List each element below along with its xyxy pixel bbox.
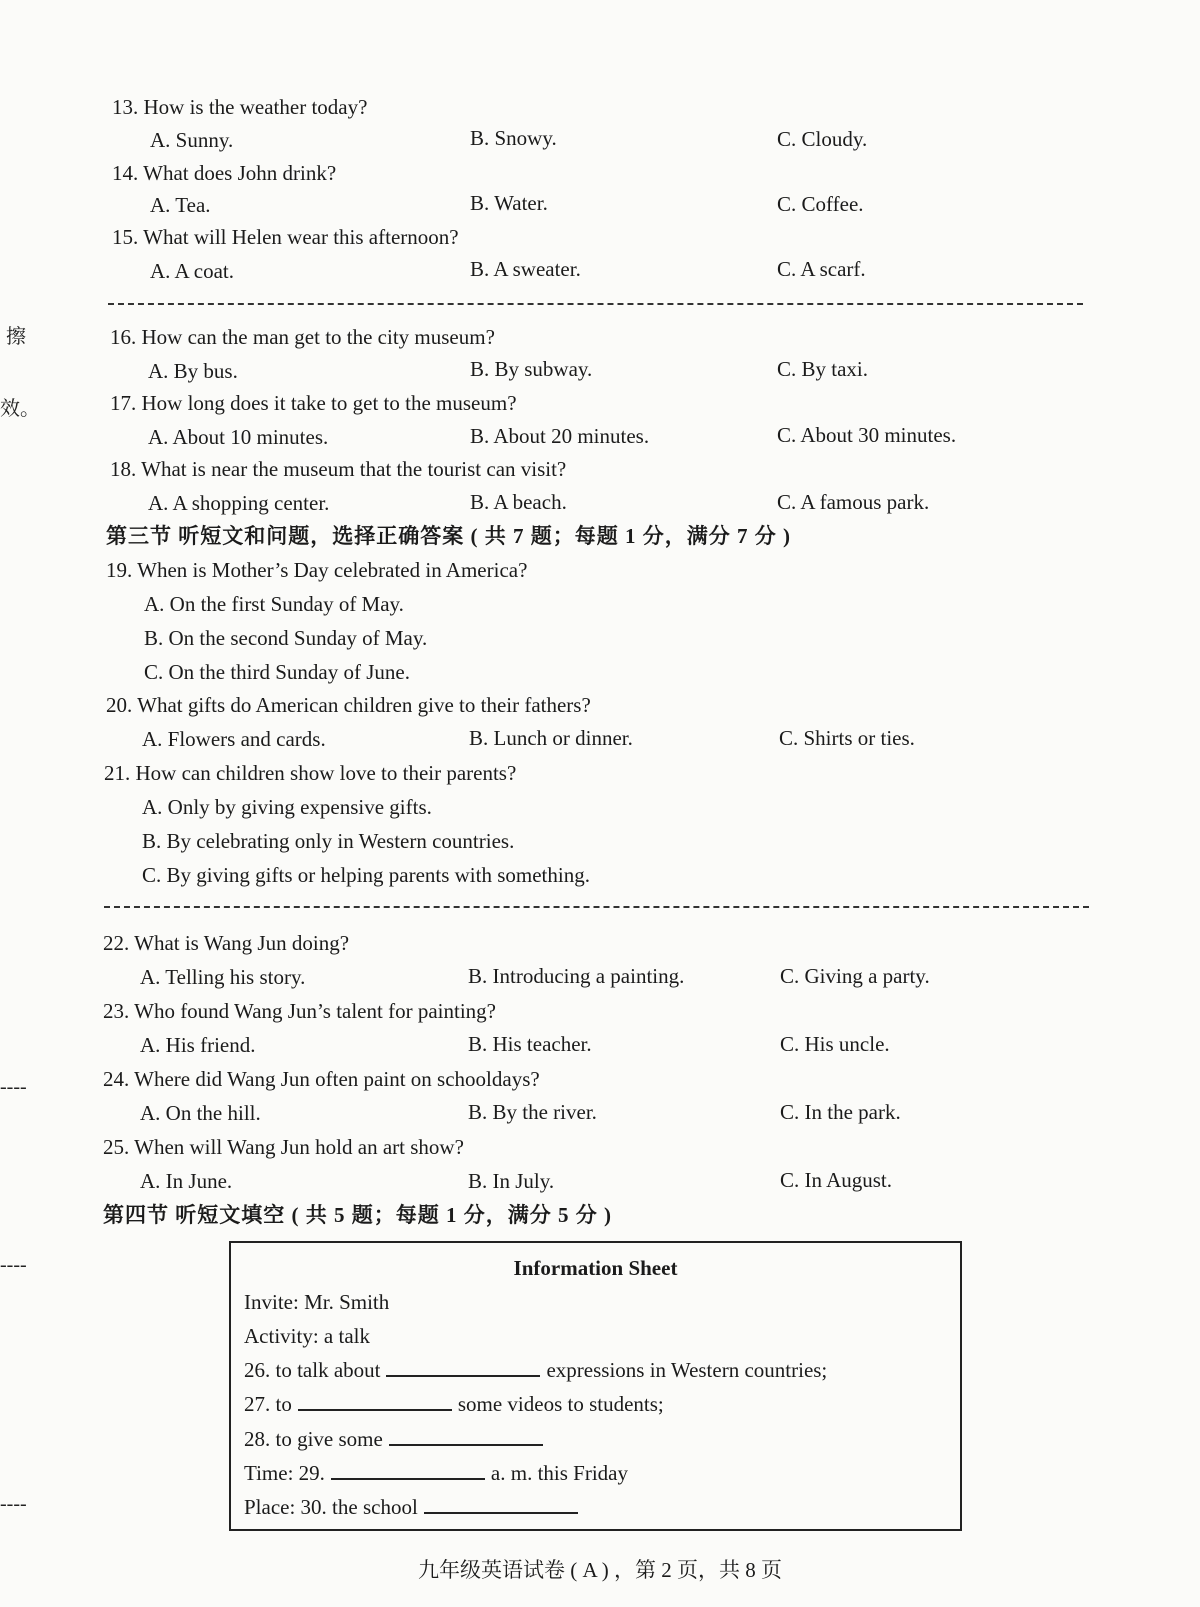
option-a: A. A coat. (150, 259, 234, 283)
question-19: 19. When is Mother’s Day celebrated in America? (106, 558, 528, 582)
page-footer: 九年级英语试卷 ( A ) ，第 2 页，共 8 页 (418, 1558, 782, 1582)
option-c: C. By taxi. (777, 357, 869, 381)
sheet-title: Information Sheet (513, 1256, 678, 1280)
dashed-divider (104, 906, 1089, 908)
option-b: B. By the river. (468, 1100, 597, 1124)
option-b: B. A beach. (470, 490, 567, 514)
option-b: B. By subway. (470, 357, 593, 381)
sheet-text: Time: 29. (244, 1461, 325, 1485)
option-b: B. Introducing a painting. (468, 964, 685, 988)
sheet-text: 26. to talk about (244, 1358, 381, 1382)
sheet-line-29 (244, 1458, 628, 1488)
option-a: A. Sunny. (150, 128, 234, 152)
sheet-text: 27. to (244, 1392, 292, 1416)
option-c: C. In the park. (780, 1100, 901, 1124)
answer-blank-28[interactable] (389, 1424, 543, 1446)
option-c: C. Coffee. (777, 192, 864, 216)
section-4-title: 第四节 听短文填空 ( 共 5 题；每题 1 分，满分 5 分 ) (103, 1203, 612, 1227)
option-a: A. On the first Sunday of May. (144, 592, 404, 616)
answer-blank-26[interactable] (386, 1355, 540, 1377)
margin-mark: 擦 (6, 326, 26, 348)
option-c: C. Shirts or ties. (779, 726, 915, 750)
information-sheet (229, 1241, 962, 1531)
section-3-title: 第三节 听短文和问题，选择正确答案 ( 共 7 题；每题 1 分，满分 7 分 ) (106, 524, 791, 548)
question-13: 13. How is the weather today? (112, 95, 368, 119)
question-24: 24. Where did Wang Jun often paint on schooldays? (103, 1067, 540, 1091)
answer-blank-27[interactable] (298, 1389, 452, 1411)
option-a: A. About 10 minutes. (148, 425, 329, 449)
question-20: 20. What gifts do American children give to their fathers? (106, 693, 591, 717)
option-b: B. On the second Sunday of May. (144, 626, 428, 650)
question-25: 25. When will Wang Jun hold an art show? (103, 1135, 464, 1159)
sheet-text: a. m. this Friday (490, 1461, 628, 1485)
question-16: 16. How can the man get to the city museum? (110, 325, 495, 349)
answer-blank-29[interactable] (331, 1458, 485, 1480)
option-a: A. Only by giving expensive gifts. (142, 795, 432, 819)
sheet-text: some videos to students; (457, 1392, 664, 1416)
option-b: B. About 20 minutes. (470, 424, 650, 448)
question-18: 18. What is near the museum that the tourist can visit? (110, 457, 567, 481)
sheet-line-30 (244, 1492, 584, 1522)
question-21: 21. How can children show love to their parents? (104, 761, 517, 785)
option-c: C. Giving a party. (780, 964, 930, 988)
sheet-text: Place: 30. the school (244, 1495, 418, 1519)
option-a: A. Telling his story. (140, 965, 306, 989)
option-a: A. His friend. (140, 1033, 256, 1057)
sheet-line-28 (244, 1424, 549, 1454)
sheet-invite: Invite: Mr. Smith (244, 1290, 390, 1314)
question-22: 22. What is Wang Jun doing? (103, 931, 350, 955)
option-c: C. On the third Sunday of June. (144, 660, 410, 684)
option-c: C. About 30 minutes. (777, 423, 957, 447)
option-b: B. Snowy. (470, 126, 557, 150)
option-b: B. By celebrating only in Western countries. (142, 829, 515, 853)
option-b: B. In July. (468, 1169, 555, 1193)
option-b: B. Water. (470, 191, 548, 215)
option-a: A. Tea. (150, 193, 211, 217)
sheet-text: 28. to give some (244, 1427, 383, 1451)
dashed-divider (108, 303, 1083, 305)
sheet-line-26 (244, 1355, 827, 1385)
margin-mark: ---- (0, 1493, 27, 1515)
option-c: C. Cloudy. (777, 127, 868, 151)
margin-mark: 效。 (0, 398, 40, 420)
option-a: A. A shopping center. (148, 491, 330, 515)
option-b: B. A sweater. (470, 257, 581, 281)
margin-mark: ---- (0, 1254, 27, 1276)
margin-mark: ---- (0, 1076, 27, 1098)
question-23: 23. Who found Wang Jun’s talent for painting? (103, 999, 496, 1023)
option-a: A. Flowers and cards. (142, 727, 326, 751)
option-a: A. On the hill. (140, 1101, 261, 1125)
option-b: B. Lunch or dinner. (469, 726, 633, 750)
option-c: C. His uncle. (780, 1032, 890, 1056)
question-15: 15. What will Helen wear this afternoon? (112, 225, 459, 249)
sheet-line-27 (244, 1389, 664, 1419)
question-14: 14. What does John drink? (112, 161, 337, 185)
answer-blank-30[interactable] (424, 1492, 578, 1514)
option-a: A. By bus. (148, 359, 238, 383)
option-a: A. In June. (140, 1169, 233, 1193)
sheet-text: expressions in Western countries; (546, 1358, 828, 1382)
option-c: C. A famous park. (777, 490, 930, 514)
option-c: C. In August. (780, 1168, 893, 1192)
option-c: C. A scarf. (777, 257, 866, 281)
option-b: B. His teacher. (468, 1032, 592, 1056)
sheet-activity: Activity: a talk (244, 1324, 370, 1348)
option-c: C. By giving gifts or helping parents with something. (142, 863, 590, 887)
question-17: 17. How long does it take to get to the museum? (110, 391, 517, 415)
